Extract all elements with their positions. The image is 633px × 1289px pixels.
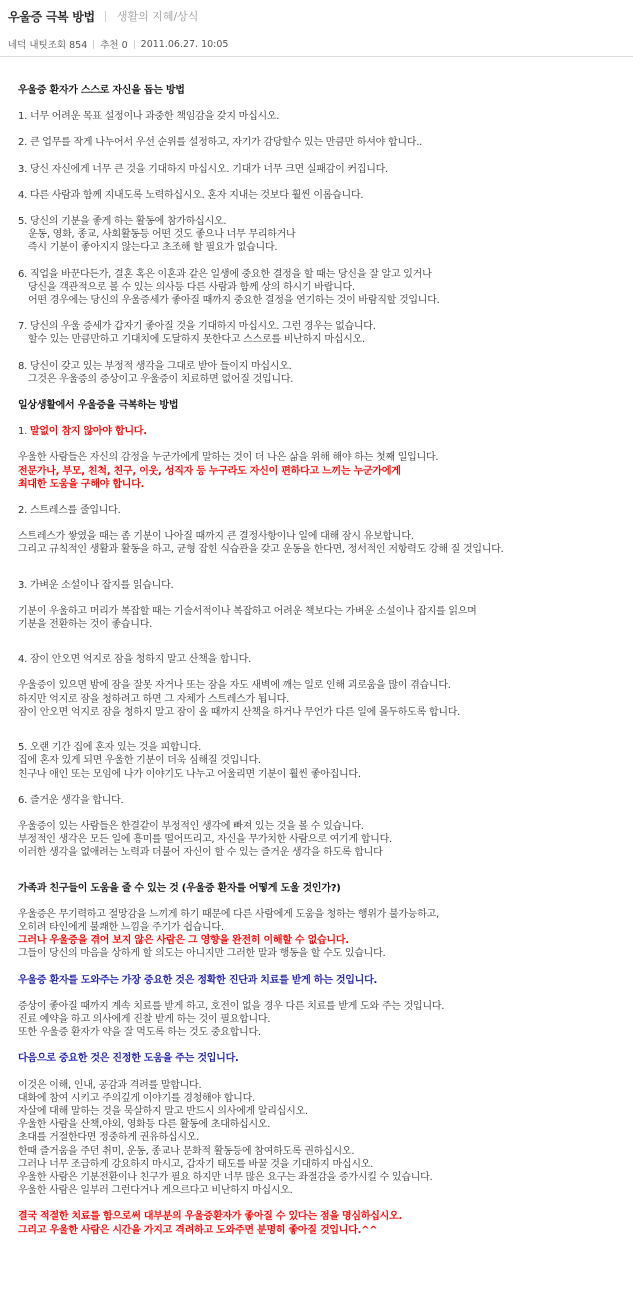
daily-tip-title: 2. 스트레스를 줄입니다. — [18, 505, 121, 517]
highlight-text: 최대한 도움을 구해야 합니다. — [18, 478, 145, 490]
tip-item: 5. 당신의 기분을 좋게 하는 활동에 참가하십시오. — [18, 216, 227, 228]
title-row — [8, 8, 198, 24]
section-heading: 가족과 친구들이 도움을 줄 수 있는 것 (우울증 환자를 어떻게 도울 것인가?) — [18, 882, 341, 894]
daily-tip-highlight: 말없이 참지 않아야 합니다. — [29, 426, 147, 438]
daily-tip-text: 스트레스가 쌓였을 때는 좀 기분이 나아질 때까지 큰 결정사항이나 일에 대해 잠시 유보합니다. — [18, 531, 414, 543]
tip-item-detail: 할수 있는 만큼만하고 기대치에 도달하지 못한다고 스스로를 비난하지 마십시오. — [28, 334, 365, 346]
title-separator — [105, 11, 106, 22]
daily-tip-number: 1. — [18, 426, 30, 438]
meta-separator — [93, 40, 94, 49]
tip-item: 8. 당신이 갖고 있는 부정적 생각을 그대로 받아 들이지 마십시오. — [18, 360, 292, 372]
daily-tip-text: 집에 혼자 있게 되면 우울한 기분이 더욱 심해질 것입니다. — [18, 755, 261, 767]
daily-tip-text: 기분이 우울하고 머리가 복잡할 때는 기술서적이나 복잡하고 어려운 책보다는 가벼운 소설이나 잡지를 읽으며 — [18, 605, 477, 617]
tip-item: 2. 큰 업무를 작게 나누어서 우선 순위를 설정하고, 자기가 감당할수 있는 만큼만 하셔야 합니다.. — [18, 137, 423, 149]
daily-tip-text: 친구나 애인 또는 모임에 나가 이야기도 나누고 어울리면 기분이 훨씬 좋아집니다. — [18, 768, 361, 780]
support-item: 우울한 사람은 기분전환이나 친구가 필요 하지만 너무 많은 요구는 좌절감을 증가시킬 수 있습니다. — [18, 1171, 433, 1183]
support-item: 우울한 사람은 일부러 그런다거나 게으르다고 비난하지 마십시오. — [18, 1185, 293, 1197]
family-text: 오히려 타인에게 불쾌한 느낌을 주기가 쉽습니다. — [18, 921, 224, 933]
post-title: 우울증 극복 방법 — [8, 9, 95, 24]
post-meta — [8, 37, 228, 51]
post-date: 2011.06.27. 10:05 — [140, 38, 229, 50]
blue-highlight-text: 우울증 환자를 도와주는 가장 중요한 것은 정확한 진단과 치료를 받게 하는 것입니다. — [18, 974, 378, 986]
daily-tip-text: 우울한 사람들은 자신의 감정을 누군가에게 말하는 것이 더 나은 삶을 위해 해야 하는 첫째 일입니다. — [18, 452, 439, 464]
support-item: 한때 즐거움을 주던 취미, 운동, 종교나 문화적 활동등에 참여하도록 권하십시오. — [18, 1145, 355, 1157]
highlight-text: 전문가나, 부모, 친척, 친구, 이웃, 성직자 등 누구라도 자신이 편하다고 느끼는 누군가에게 — [18, 465, 401, 477]
header-divider — [0, 56, 633, 57]
daily-tip-title: 3. 가벼운 소설이나 잡지를 읽습니다. — [18, 579, 174, 591]
support-item: 우울한 사람을 산책,야외, 영화등 다른 활동에 초대하십시오. — [18, 1119, 271, 1131]
daily-tip-text: 하지만 억지로 잠을 청하려고 하면 그 자체가 스트레스가 됩니다. — [18, 693, 290, 705]
daily-tip-text: 우울증이 있는 사람들은 한결같이 부정적인 생각에 빠져 있는 것을 볼 수 있습니다. — [18, 820, 364, 832]
closing-highlight: 그리고 우울한 사람은 시간을 가지고 격려하고 도와주면 분명히 좋아질 것입니다.^^ — [18, 1224, 378, 1236]
tip-item-detail: 어떤 경우에는 당신의 우울증세가 좋아질 때까지 중요한 결정을 연기하는 것이 바람직할 것입니다. — [28, 295, 440, 307]
daily-tip-title — [18, 425, 630, 438]
family-text: 우울증은 무기력하고 절망감을 느끼게 하기 때문에 다른 사람에게 도움을 청하는 행위가 불가능하고, — [18, 908, 439, 920]
tip-item-detail: 운동, 영화, 종교, 사회활동등 어떤 것도 좋으나 너무 무리하거나 — [28, 229, 296, 241]
view-count: 네덕 내팃조회 854 — [8, 40, 88, 51]
blue-highlight-text: 다음으로 중요한 것은 진정한 도움을 주는 것입니다. — [18, 1053, 239, 1065]
closing-highlight: 결국 적절한 치료를 함으로써 대부분의 우울증환자가 좋아질 수 있다는 점을 명심하십시오. — [18, 1211, 403, 1223]
daily-tip-text: 기분을 전환하는 것이 좋습니다. — [18, 619, 153, 631]
section-heading: 우울증 환자가 스스로 자신을 돕는 방법 — [18, 85, 185, 96]
highlight-text: 그러나 우울증을 겪어 보지 않은 사람은 그 영향을 완전히 이해할 수 없습니다. — [18, 935, 349, 947]
tip-item-detail: 즉시 기분이 좋아지지 않는다고 초조해 할 필요가 없습니다. — [28, 242, 278, 254]
daily-tip-text: 그리고 규칙적인 생활과 활동을 하고, 균형 잡힌 식습관을 갖고 운동을 한다면, 정서적인 저항력도 강해 질 것입니다. — [18, 544, 504, 556]
family-text: 진료 예약을 하고 의사에게 진찰 받게 하는 것이 필요합니다. — [18, 1013, 271, 1025]
family-text: 증상이 좋아질 때까지 계속 치료를 받게 하고, 호전이 없을 경우 다른 치료를 받게 도와 주는 것입니다. — [18, 1000, 445, 1012]
support-item: 초대를 거절한다면 정중하게 권유하십시오. — [18, 1132, 200, 1144]
daily-tip-text: 잠이 안오면 억지로 잠을 청하지 말고 잠이 올 때까지 산책을 하거나 무언가 다른 일에 몰두하도록 합니다. — [18, 706, 461, 718]
family-text: 또한 우울증 환자가 약을 잘 먹도록 하는 것도 중요합니다. — [18, 1027, 261, 1039]
post-header — [0, 0, 633, 58]
daily-tip-text: 우울증이 있으면 밤에 잠을 잘못 자거나 또는 잠을 자도 새벽에 깨는 일로 인해 괴로움을 많이 겪습니다. — [18, 680, 451, 692]
tip-item: 4. 다른 사람과 함께 지내도록 노력하십시오. 혼자 지내는 것보다 훨씬 이롭습니다. — [18, 189, 364, 201]
daily-tip-title: 4. 잠이 안오면 억지로 잠을 청하지 말고 산책을 합니다. — [18, 654, 252, 666]
meta-separator — [134, 40, 135, 49]
family-text: 그들이 당신의 마음을 상하게 할 의도는 아니지만 그러한 말과 행동을 할 수도 있습니다. — [18, 948, 386, 960]
tip-item-detail: 그것은 우울증의 증상이고 우울증이 치료하면 없어질 것입니다. — [28, 373, 294, 385]
tip-item-detail: 당신을 객관적으로 볼 수 있는 의사등 다른 사람과 함께 상의 하시기 바랍니다. — [28, 281, 355, 293]
daily-tip-text: 이러한 생각을 없애려는 노력과 더불어 자신이 할 수 있는 즐거운 생각을 하도록 합니다 — [18, 847, 383, 859]
daily-tip-text: 부정적인 생각은 모든 일에 흥미를 떨어뜨리고, 자신을 무가치한 사람으로 여기게 합니다. — [18, 834, 392, 846]
daily-tip-title: 5. 오랜 기간 집에 혼자 있는 것을 피합니다. — [18, 742, 202, 754]
section-heading: 일상생활에서 우울증을 극복하는 방법 — [18, 400, 179, 412]
post-body — [18, 84, 630, 1237]
support-item: 이것은 이해, 인내, 공감과 격려를 말합니다. — [18, 1079, 202, 1091]
tip-item: 1. 너무 어려운 목표 설정이나 과중한 책임감을 갖지 마십시오. — [18, 111, 280, 123]
support-item: 대화에 참여 시키고 주의깊게 이야기를 경청해야 합니다. — [18, 1092, 255, 1104]
like-count[interactable]: 추천 0 — [100, 40, 128, 51]
tip-item: 3. 당신 자신에게 너무 큰 것을 기대하지 마십시오. 기대가 너무 크면 실패감이 커집니다. — [18, 163, 388, 175]
support-item: 그러나 너무 조급하게 강요하지 마시고, 갑자기 태도를 바꿀 것을 기대하지 마십시오. — [18, 1158, 374, 1170]
post-category-link[interactable]: 생활의 지혜/상식 — [116, 10, 199, 23]
tip-item: 7. 당신의 우울 증세가 갑자기 좋아질 것을 기대하지 마십시오. 그런 경우는 없습니다. — [18, 321, 376, 333]
tip-item: 6. 직업을 바꾼다든가, 결혼 혹은 이혼과 같은 일생에 중요한 결정을 할 때는 당신을 잘 알고 있거나 — [18, 268, 432, 280]
daily-tip-title: 6. 즐거운 생각을 합니다. — [18, 794, 124, 806]
support-item: 자살에 대해 말하는 것을 묵살하지 말고 반드시 의사에게 알리십시오. — [18, 1105, 308, 1117]
